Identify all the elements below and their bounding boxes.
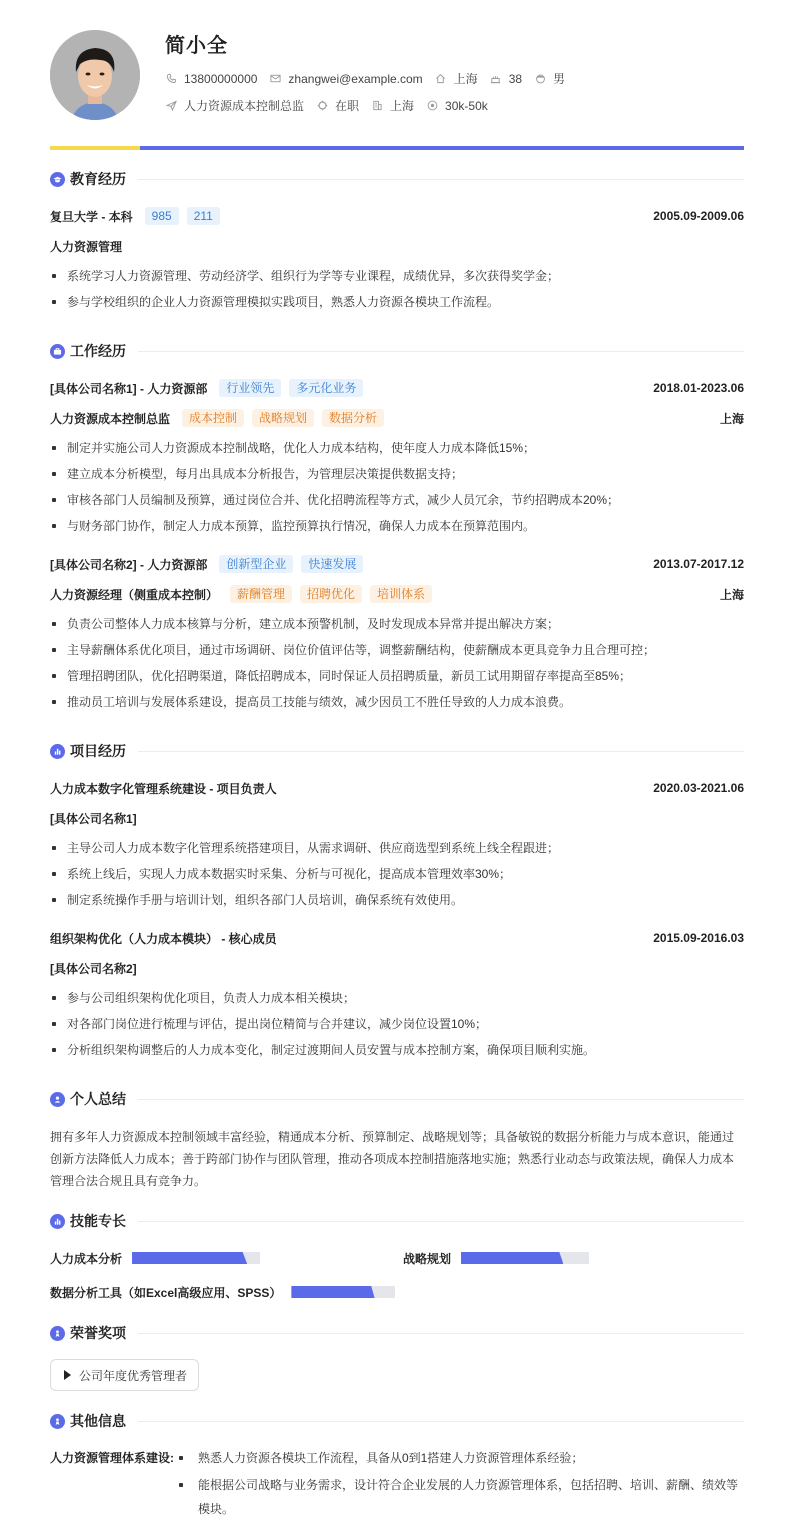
school-tag: 211 [187, 207, 220, 225]
work-city: 上海 [719, 411, 744, 426]
target-city-info [371, 97, 414, 114]
other-info-bullets [174, 1446, 744, 1524]
list-item: 参与学校组织的企业人力资源管理模拟实践项目，熟悉人力资源各模块工作流程。 [50, 289, 744, 315]
list-item: 熟悉人力资源各模块工作流程，具备从0到1搭建人力资源管理体系经验； [174, 1446, 744, 1470]
target-position-text: 人力资源成本控制总监 [184, 99, 305, 113]
project-period: 2020.03-2021.06 [653, 781, 744, 795]
phone-info [165, 72, 257, 86]
user-icon [50, 1092, 65, 1107]
list-item: 推动员工培训与发展体系建设，提高员工技能与绩效，减少因员工不胜任导致的人力成本浪费。 [50, 689, 744, 715]
project-1-company-row [50, 808, 744, 828]
education-period: 2005.09-2009.06 [653, 209, 744, 223]
status-info [316, 97, 359, 114]
section-skills-title: 技能专长 [50, 1211, 744, 1231]
contact-info-row [165, 70, 577, 87]
target-position-info [165, 97, 304, 114]
skill-tag: 数据分析 [322, 409, 384, 427]
project-1-bullets [50, 835, 744, 913]
project-2-company-row [50, 958, 744, 978]
skill-item [403, 1248, 589, 1268]
job-title: 人力资源经理（侧重成本控制） [50, 587, 219, 602]
bar-chart-icon [50, 744, 65, 759]
list-item: 审核各部门人员编制及预算，通过岗位合并、优化招聘流程等方式，减少人员冗余，节约招聘成本20%； [50, 487, 744, 513]
work-1-title-row [50, 408, 744, 428]
gender-text: 男 [553, 72, 566, 86]
skill-tag: 成本控制 [182, 409, 244, 427]
gender-info [534, 70, 565, 87]
location-info [435, 70, 478, 87]
skill-item [50, 1248, 260, 1268]
email-text: zhangwei@example.com [288, 71, 423, 86]
education-bullets [50, 263, 744, 315]
summary-text: 拥有多年人力资源成本控制领域丰富经验，精通成本分析、预算制定、战略规划等；具备敏锐的数据分析能力与成本意识，能通过创新方法降低人力成本；善于跨部门协作与团队管理，推动各项成本控制措施落地实施；熟悉行业动态与政策法规，确保人力成本管理合法合规且具有竞争力。 [50, 1130, 735, 1188]
company-name: [具体公司名称2] - 人力资源部 [50, 557, 208, 572]
work-2-bullets [50, 611, 744, 715]
project-company: [具体公司名称1] [50, 811, 137, 826]
company-tag: 行业领先 [219, 379, 281, 397]
work-2-company-row [50, 554, 744, 574]
briefcase-icon [50, 344, 65, 359]
education-header-row [50, 206, 744, 226]
job-title: 人力资源成本控制总监 [50, 411, 171, 426]
company-tag: 创新型企业 [219, 555, 293, 573]
skill-level-bar [132, 1252, 260, 1264]
candidate-name: 简小全 [165, 35, 228, 57]
email-info [269, 72, 422, 86]
project-2-bullets [50, 985, 744, 1063]
home-icon [435, 73, 447, 85]
skill-name: 数据分析工具（如Excel高级应用、SPSS） [50, 1285, 282, 1300]
project-2-header-row [50, 928, 744, 948]
company-tag: 快速发展 [301, 555, 363, 573]
award-icon [50, 1414, 65, 1429]
education-major-row [50, 236, 744, 256]
list-item: 制定系统操作手册与培训计划，组织各部门人员培训，确保系统有效使用。 [50, 887, 744, 913]
job-intent-row [165, 97, 500, 114]
skill-item [50, 1282, 395, 1302]
skill-level-bar [291, 1286, 395, 1298]
list-item: 系统上线后，实现人力成本数据实时采集、分析与可视化，提高成本管理效率30%； [50, 861, 744, 887]
building-icon [371, 100, 383, 112]
section-other-title: 其他信息 [50, 1411, 744, 1431]
list-item: 对各部门岗位进行梳理与评估，提出岗位精简与合并建议，减少岗位设置10%； [50, 1011, 744, 1037]
list-item: 系统学习人力资源管理、劳动经济学、组织行为学等专业课程，成绩优异，多次获得奖学金； [50, 263, 744, 289]
list-item: 参与公司组织架构优化项目，负责人力成本相关模块； [50, 985, 744, 1011]
project-name: 人力成本数字化管理系统建设 - 项目负责人 [50, 781, 277, 796]
status-text: 在职 [335, 99, 360, 113]
project-period: 2015.09-2016.03 [653, 931, 744, 945]
mail-icon [269, 73, 281, 85]
work-period: 2018.01-2023.06 [653, 381, 744, 395]
target-city-text: 上海 [390, 99, 415, 113]
resume-page [50, 0, 744, 1516]
project-1-header-row [50, 778, 744, 798]
school-name: 复旦大学 - 本科 [50, 209, 133, 224]
section-education-title: 教育经历 [50, 169, 744, 189]
header-divider [50, 146, 744, 150]
work-2-title-row [50, 584, 744, 604]
work-period: 2013.07-2017.12 [653, 557, 744, 571]
age-text: 38 [508, 71, 523, 86]
salary-icon [426, 100, 438, 112]
section-awards-title: 荣誉奖项 [50, 1323, 744, 1343]
bar-chart-icon [50, 1214, 65, 1229]
company-tag: 多元化业务 [289, 379, 363, 397]
company-name: [具体公司名称1] - 人力资源部 [50, 381, 208, 396]
project-company: [具体公司名称2] [50, 961, 137, 976]
award-item [50, 1359, 199, 1391]
salary-info [426, 99, 488, 113]
graduation-cap-icon [50, 172, 65, 187]
work-city: 上海 [719, 587, 744, 602]
resume-header [50, 0, 744, 150]
list-item: 管理招聘团队，优化招聘渠道，降低招聘成本，同时保证人员招聘质量，新员工试用期留存率提高至85%； [50, 663, 744, 689]
work-1-bullets [50, 435, 744, 539]
award-name: 公司年度优秀管理者 [79, 1368, 188, 1383]
skill-name: 人力成本分析 [50, 1251, 123, 1266]
list-item: 分析组织架构调整后的人力成本变化，制定过渡期间人员安置与成本控制方案，确保项目顺利实施。 [50, 1037, 744, 1063]
location-text: 上海 [453, 72, 478, 86]
award-icon [50, 1326, 65, 1341]
skill-tag: 薪酬管理 [230, 585, 292, 603]
play-triangle-icon [64, 1370, 71, 1380]
skill-tag: 培训体系 [370, 585, 432, 603]
other-info-label: 人力资源管理体系建设: [50, 1451, 174, 1465]
gender-icon [534, 73, 546, 85]
list-item: 与财务部门协作，制定人力成本预算，监控预算执行情况，确保人力成本在预算范围内。 [50, 513, 744, 539]
work-1-company-row [50, 378, 744, 398]
status-icon [316, 100, 328, 112]
list-item: 能根据公司战略与业务需求，设计符合企业发展的人力资源管理体系，包括招聘、培训、薪酬、绩效等模块。 [174, 1473, 744, 1521]
section-projects-title: 项目经历 [50, 741, 744, 761]
section-summary-title: 个人总结 [50, 1089, 744, 1109]
list-item: 负责公司整体人力成本核算与分析，建立成本预警机制，及时发现成本异常并提出解决方案； [50, 611, 744, 637]
skill-tag: 招聘优化 [300, 585, 362, 603]
section-work-title: 工作经历 [50, 341, 744, 361]
phone-text: 13800000000 [184, 71, 258, 86]
list-item: 建立成本分析模型，每月出具成本分析报告，为管理层决策提供数据支持； [50, 461, 744, 487]
skill-level-bar [461, 1252, 589, 1264]
avatar [50, 30, 140, 120]
major-name: 人力资源管理 [50, 239, 123, 254]
list-item: 主导公司人力成本数字化管理系统搭建项目，从需求调研、供应商选型到系统上线全程跟进； [50, 835, 744, 861]
age-icon [490, 73, 502, 85]
school-tag: 985 [145, 207, 179, 225]
skill-name: 战略规划 [403, 1251, 452, 1266]
salary-text: 30k-50k [445, 98, 488, 113]
age-info [490, 72, 522, 86]
phone-icon [165, 73, 177, 85]
project-name: 组织架构优化（人力成本模块） - 核心成员 [50, 931, 277, 946]
list-item: 制定并实施公司人力资源成本控制战略，优化人力成本结构，使年度人力成本降低15%； [50, 435, 744, 461]
skill-tag: 战略规划 [252, 409, 314, 427]
list-item: 主导薪酬体系优化项目，通过市场调研、岗位价值评估等，调整薪酬结构，使薪酬成本更具竞争力且合理可控； [50, 637, 744, 663]
send-icon [165, 100, 177, 112]
